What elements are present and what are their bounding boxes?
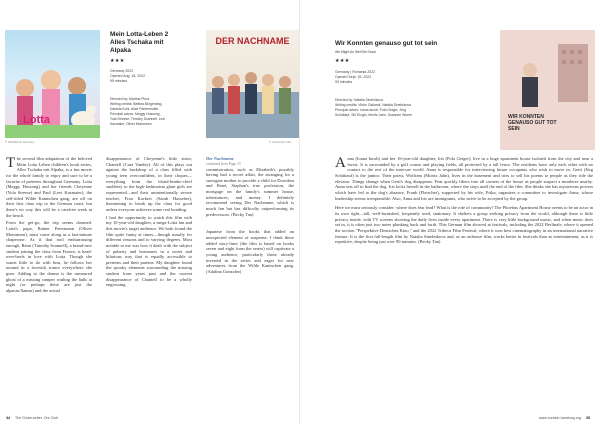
credit-line: Kazmaier, Oliver Mommsen [110, 121, 152, 126]
image-caption: © Constantin Film [269, 140, 292, 144]
page-footer-left [6, 416, 58, 420]
continued-note: continued from Page 33 [206, 161, 241, 166]
paragraph: From the get-go, the trip seems doomed. Lotta's papa, Rainer Petermann (Oliver Mommsen), must come along as a last-minute chaperone. As if that isn't embarrassing enough, Rémi (Timothy Scannell), a brand-new student joining the class from France, is head-over-heels in love with Lotta. Though she wants little to do with him, he follows her around in a lovesick trance everywhere she goes. Adding to the drama is the rumoured ghost of a missing camper wailing the halls at night (or perhaps these are just the alpacas/llamas) and the actual [6, 220, 92, 294]
meta-line: Opened Aug. 18, 2022 [110, 74, 146, 78]
rating-stars: ★★★ [110, 58, 125, 64]
poster-illustration [5, 30, 100, 138]
article-column-wide [335, 156, 593, 406]
meta-line: Opened Sept. 29, 2022 [335, 75, 372, 79]
website-link[interactable]: www.ourclub-hamburg.org [539, 416, 581, 420]
paragraph: nna (Ioana Iacob) and her 16-year-old daughter, Iris (Pola Geiger), live in a huge apartment house isolated from the city and near a forest. It is surrounded by a golf course and playing fields, all protected by a tall fence. The residents have only each other with no contact to the rest of the insecure world. Anna is responsible for interviewing future occupants who wish to move in. Gerti (Jörg Schüttauf) is the janitor. Their priest, Wolfram (Moritz Jahn), lives in the basement and tries to sell his poems to people as they ride the elevator. Things change when Gerti's dog disappears. Fear quickly filters into all corners of the house as people suspect a murderer nearby. Anna sets off to find the dog. Iris locks herself in the bathroom, where she stays until the end of the film. She thinks she has mysterious powers which have led to the dog's absence. Frank (Fleischer), supported by his wife, Erika, organizes a committee to investigate Anna, whose leadership seems irresponsible. Also, Anna and Iris are immigrants, who strive to be accepted by the group. [335, 156, 593, 201]
paragraph: Japanese from the books that added an unexpected element of suspense. I think these added story-lines (the film is based on books seven and eight from the series) will captivate a young audience, particularly those already invested in the series and eager for new adventures from the Wilde Kaninchen gang. (Adalina Gonzalez) [206, 229, 294, 274]
paragraph: I had the opportunity to watch this film with my 10-year-old daughter, a mega-Lotta fan and this movie's target audience. We both found the film quite funny at times—though usually for different reasons and to varying degrees. Most notable to me was how it dealt with the subject of puberty and hormones in a sweet and hilarious way that is equally accessible to preteens and their parents. My daughter found the spooky elements surrounding the missing student from years past and the current disappearance of Chantell to be a wholly engrossing [106, 214, 192, 288]
paragraph: disappearance of Cheyenne's little sister, Chantell (Cara Vandey). All of this plays out against the backdrop of a class filled with young teen overconfident, in their cliques—everything from the blond-bimbo-chief snobbery to the high-fashionista glam girls are represented—and their unintentionally severe teacher, Frau Kackert (Sarah Hasseber), threatening to break up the class for good unless everyone achieves some real bonding. [106, 156, 192, 212]
credit-line: Yola Streese, Timothy Scannell, Levi [110, 116, 165, 121]
poster-illustration [206, 30, 299, 138]
wir-konnten-poster-image [500, 30, 595, 150]
continued-title: Der Nachname [206, 156, 234, 161]
film-subtitle: We Might As Well Be Dead [335, 50, 376, 54]
paragraph: commiseration, such as Elisabeth's possibly having had a secret affair, the arranging for a surrogate mother to provide a child for Dorothea and René, Stephan's true profession, the mortgage on the family's summer house, inheritances, and money. I definitely recommend seeing Der Nachname, which is much fun but has difficulty outperforming its predecessors. (Becky Tan) [206, 166, 294, 217]
article-column-3 [206, 156, 294, 406]
right-page [300, 0, 600, 424]
film-title-line: Alpaka [110, 47, 131, 54]
paragraph: Here we must seriously consider: where does fear lead? What is the role of community? The Phoebus Apartment House seems to be an actor in its own right—tall, well-furnished, frequently used, stationary. It shelters a group seeking privacy from the world, although there is little privacy inside, with TV screens showing the daily lives inside every apartment. There is very little background music, and when music does set in, it is often just two notes plunking back and forth. This German film showed at festivals, including the 2022 Berlinale, where it opened the section "Perspektive Deutsches Kino," and the 2022 Tribeca Film Festival, where it won best cinematography in an international narrative feature. It is the first full-length film by Natalia Sinelnikova and, as an arthouse film, works better in festivals than as entertainment, as it is repetitive, despite being just over 90 minutes. (Becky Tan) [335, 205, 593, 245]
meta-line: 93 minutes [335, 80, 353, 84]
publication-name: The Globe-setter, Our Club [14, 416, 59, 420]
der-nachname-poster-image [206, 30, 299, 138]
article-column-1 [6, 156, 92, 406]
film-title-line: Alles Tschaka mit [110, 39, 164, 46]
page-number: 35 [586, 416, 590, 420]
film-credits [110, 97, 165, 126]
credit-line: Writing credits: Bettina Börgerding, [110, 101, 163, 106]
meta-line: Germany 2022 [110, 69, 134, 73]
film-title [110, 31, 168, 55]
page-number: 34 [6, 416, 10, 420]
image-caption: © Wild Bunch Germany [5, 140, 35, 144]
lotta-poster-image [5, 30, 100, 138]
film-meta [335, 70, 375, 85]
poster-illustration [500, 30, 595, 150]
credit-line: Daniela Kohl, Alice Pantermuller [110, 106, 159, 111]
article-column-2 [106, 156, 192, 406]
credit-line: Principal actors: Meggy Hussong, [110, 111, 161, 116]
rating-stars: ★★★ [335, 58, 350, 64]
poster-title: Lotta [23, 114, 50, 126]
credit-line: Schüttauf, Siir Eloglu, Moritz Jahn, Susanne Wuest [335, 112, 412, 117]
paragraph: he second film adaptation of the beloved Mein Lotta Leben children's book series, Alles Tschaka mit Alpaka, is a fun movie for the whole family to enjoy and sure to be a favorite of preteens throughout Germany. Lotta (Meggy Hussong) and her friends Cheyenne (Yola Streese) and Paul (Levi Kazmaier), the self-titled Wilde Kaninchen gang, are off on their first class trip to the German coast, but there's no way this will be a carefree week at the beach. [6, 156, 92, 218]
poster-title: DER NACHNAME [215, 36, 290, 46]
drop-cap: T [6, 156, 16, 171]
poster-title: WIR KONNTEN GENAUSO GUT TOT SEIN [508, 114, 557, 132]
film-title-line: Mein Lotta-Leben 2 [110, 31, 169, 38]
meta-line: 95 minutes [110, 79, 128, 83]
credit-line: Directed by: Natalia Sinelnikova [335, 98, 383, 102]
drop-cap: A [335, 156, 346, 171]
credit-line: Writing credits: Viktor Gallandi, Natalia Sinelnikova [335, 102, 412, 107]
credit-line: Principal actors: Ioana Iacob, Pola Geiger, Jörg [335, 107, 406, 112]
film-meta [110, 69, 145, 84]
film-title: Wir Konnten genauso gut tot sein [335, 40, 438, 47]
credit-line: Directed by: Martina Plura [110, 97, 150, 101]
page-footer-right [539, 416, 594, 420]
film-credits [335, 98, 412, 118]
meta-line: Germany | Romania 2022 [335, 70, 376, 74]
